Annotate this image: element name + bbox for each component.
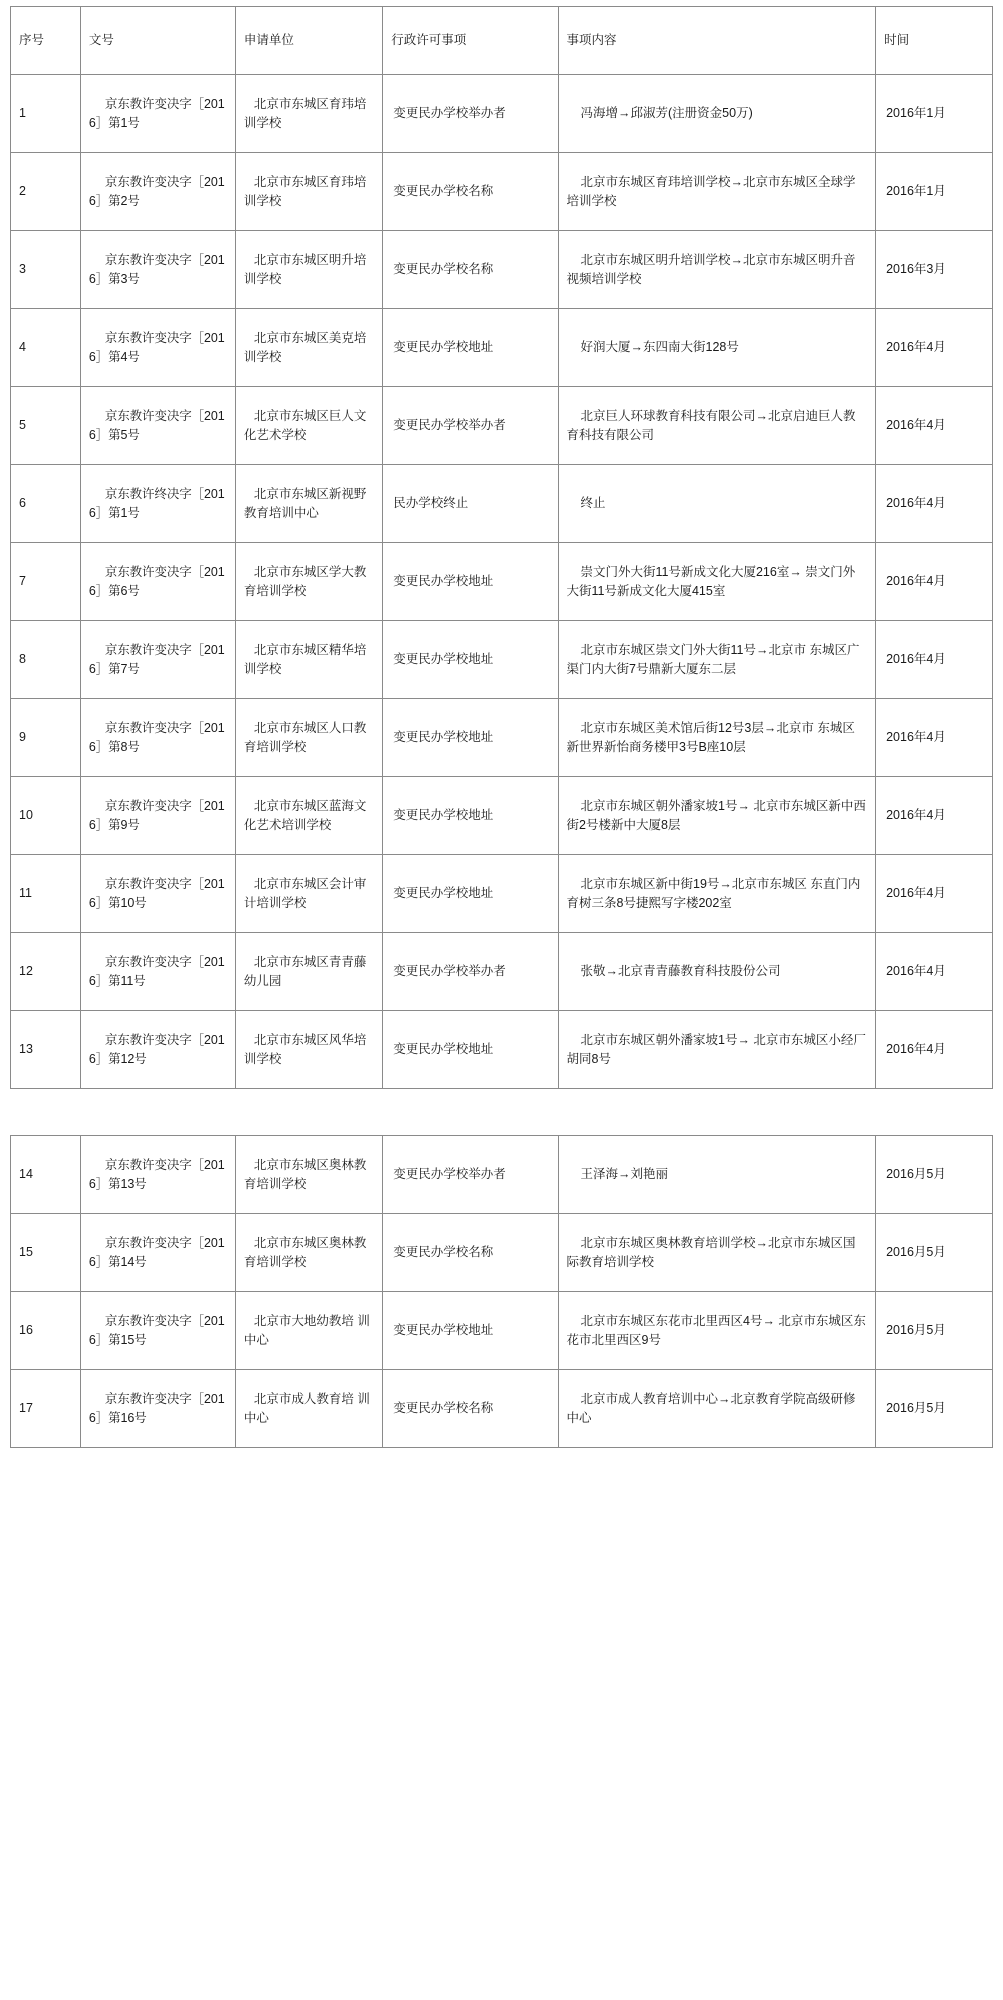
table-row	[11, 621, 993, 699]
table-row	[11, 309, 993, 387]
cell-doc-number: 京东教许变决字［2016］第15号	[80, 1292, 235, 1370]
cell-permit-item: 变更民办学校举办者	[383, 75, 558, 153]
cell-seq: 5	[11, 387, 81, 465]
cell-seq: 10	[11, 777, 81, 855]
cell-doc-number: 京东教许变决字［2016］第10号	[80, 855, 235, 933]
cell-applicant-unit: 北京市东城区奥林教育培训学校	[235, 1136, 382, 1214]
cell-seq: 12	[11, 933, 81, 1011]
cell-permit-item: 变更民办学校举办者	[383, 933, 558, 1011]
table-row	[11, 1214, 993, 1292]
cell-permit-item: 变更民办学校地址	[383, 1011, 558, 1089]
cell-permit-item: 变更民办学校名称	[383, 1370, 558, 1448]
table-row	[11, 933, 993, 1011]
cell-applicant-unit: 北京市东城区明升培训学校	[235, 231, 382, 309]
table-row	[11, 231, 993, 309]
cell-permit-item: 变更民办学校地址	[383, 777, 558, 855]
table-body-part-1	[11, 75, 993, 1089]
cell-applicant-unit: 北京市东城区美克培训学校	[235, 309, 382, 387]
column-header-applicant-unit: 申请单位	[235, 7, 382, 75]
cell-time: 2016月5月	[876, 1214, 993, 1292]
table-row	[11, 153, 993, 231]
cell-seq: 8	[11, 621, 81, 699]
cell-seq: 15	[11, 1214, 81, 1292]
cell-time: 2016年4月	[876, 933, 993, 1011]
cell-applicant-unit: 北京市大地幼教培 训中心	[235, 1292, 382, 1370]
cell-item-content: 北京市东城区朝外潘家坡1号→ 北京市东城区新中西街2号楼新中大厦8层	[558, 777, 876, 855]
cell-doc-number: 京东教许变决字［2016］第9号	[80, 777, 235, 855]
cell-time: 2016年1月	[876, 153, 993, 231]
cell-applicant-unit: 北京市东城区风华培训学校	[235, 1011, 382, 1089]
cell-item-content: 好润大厦→东四南大街128号	[558, 309, 876, 387]
table-row	[11, 1370, 993, 1448]
table-header-row	[11, 7, 993, 75]
table-row	[11, 75, 993, 153]
cell-applicant-unit: 北京市东城区人口教育培训学校	[235, 699, 382, 777]
permit-table-part-1	[10, 6, 993, 1089]
cell-time: 2016年4月	[876, 621, 993, 699]
cell-permit-item: 民办学校终止	[383, 465, 558, 543]
table-row	[11, 777, 993, 855]
cell-doc-number: 京东教许变决字［2016］第2号	[80, 153, 235, 231]
cell-permit-item: 变更民办学校地址	[383, 621, 558, 699]
permit-table-part-2	[10, 1135, 993, 1448]
table-row	[11, 1292, 993, 1370]
cell-item-content: 王泽海→刘艳丽	[558, 1136, 876, 1214]
cell-doc-number: 京东教许变决字［2016］第7号	[80, 621, 235, 699]
cell-seq: 14	[11, 1136, 81, 1214]
cell-permit-item: 变更民办学校名称	[383, 153, 558, 231]
cell-permit-item: 变更民办学校名称	[383, 231, 558, 309]
cell-item-content: 北京市东城区东花市北里西区4号→ 北京市东城区东花市北里西区9号	[558, 1292, 876, 1370]
cell-applicant-unit: 北京市成人教育培 训中心	[235, 1370, 382, 1448]
cell-permit-item: 变更民办学校地址	[383, 699, 558, 777]
cell-time: 2016年1月	[876, 75, 993, 153]
table-row	[11, 1011, 993, 1089]
table-row	[11, 543, 993, 621]
cell-seq: 11	[11, 855, 81, 933]
column-header-doc-number: 文号	[80, 7, 235, 75]
cell-seq: 13	[11, 1011, 81, 1089]
cell-applicant-unit: 北京市东城区会计审计培训学校	[235, 855, 382, 933]
cell-item-content: 北京市成人教育培训中心→北京教育学院高级研修中心	[558, 1370, 876, 1448]
cell-item-content: 冯海增→邱淑芳(注册资金50万)	[558, 75, 876, 153]
cell-item-content: 北京巨人环球教育科技有限公司→北京启迪巨人教育科技有限公司	[558, 387, 876, 465]
cell-applicant-unit: 北京市东城区精华培训学校	[235, 621, 382, 699]
cell-seq: 17	[11, 1370, 81, 1448]
cell-time: 2016年4月	[876, 309, 993, 387]
table-row	[11, 855, 993, 933]
cell-permit-item: 变更民办学校名称	[383, 1214, 558, 1292]
cell-doc-number: 京东教许变决字［2016］第11号	[80, 933, 235, 1011]
cell-item-content: 北京市东城区朝外潘家坡1号→ 北京市东城区小经厂胡同8号	[558, 1011, 876, 1089]
cell-doc-number: 京东教许变决字［2016］第1号	[80, 75, 235, 153]
table-row	[11, 465, 993, 543]
cell-item-content: 北京市东城区美术馆后街12号3层→北京市 东城区新世界新怡商务楼甲3号B座10层	[558, 699, 876, 777]
cell-time: 2016月5月	[876, 1292, 993, 1370]
cell-seq: 3	[11, 231, 81, 309]
cell-seq: 1	[11, 75, 81, 153]
cell-permit-item: 变更民办学校地址	[383, 309, 558, 387]
column-header-permit-item: 行政许可事项	[383, 7, 558, 75]
cell-time: 2016年4月	[876, 855, 993, 933]
cell-applicant-unit: 北京市东城区青青藤幼儿园	[235, 933, 382, 1011]
cell-time: 2016年4月	[876, 777, 993, 855]
cell-item-content: 张敬→北京青青藤教育科技股份公司	[558, 933, 876, 1011]
cell-applicant-unit: 北京市东城区学大教育培训学校	[235, 543, 382, 621]
table-row	[11, 699, 993, 777]
page-break-gap	[10, 1089, 993, 1135]
cell-time: 2016年4月	[876, 699, 993, 777]
table-row	[11, 1136, 993, 1214]
cell-seq: 6	[11, 465, 81, 543]
cell-applicant-unit: 北京市东城区奥林教育培训学校	[235, 1214, 382, 1292]
cell-doc-number: 京东教许变决字［2016］第3号	[80, 231, 235, 309]
table-header	[11, 7, 993, 75]
cell-seq: 9	[11, 699, 81, 777]
cell-seq: 7	[11, 543, 81, 621]
cell-time: 2016月5月	[876, 1136, 993, 1214]
cell-item-content: 北京市东城区新中街19号→北京市东城区 东直门内育树三条8号捷熙写字楼202室	[558, 855, 876, 933]
cell-doc-number: 京东教许终决字［2016］第1号	[80, 465, 235, 543]
cell-doc-number: 京东教许变决字［2016］第4号	[80, 309, 235, 387]
cell-doc-number: 京东教许变决字［2016］第6号	[80, 543, 235, 621]
cell-seq: 2	[11, 153, 81, 231]
cell-item-content: 北京市东城区育玮培训学校→北京市东城区全球学培训学校	[558, 153, 876, 231]
cell-doc-number: 京东教许变决字［2016］第12号	[80, 1011, 235, 1089]
cell-item-content: 终止	[558, 465, 876, 543]
cell-seq: 4	[11, 309, 81, 387]
cell-permit-item: 变更民办学校举办者	[383, 1136, 558, 1214]
cell-permit-item: 变更民办学校地址	[383, 1292, 558, 1370]
cell-time: 2016年4月	[876, 543, 993, 621]
cell-applicant-unit: 北京市东城区巨人文化艺术学校	[235, 387, 382, 465]
column-header-time: 时间	[876, 7, 993, 75]
cell-doc-number: 京东教许变决字［2016］第13号	[80, 1136, 235, 1214]
column-header-item-content: 事项内容	[558, 7, 876, 75]
cell-time: 2016年4月	[876, 465, 993, 543]
cell-item-content: 北京市东城区崇文门外大街11号→北京市 东城区广渠门内大街7号鼎新大厦东二层	[558, 621, 876, 699]
cell-time: 2016年3月	[876, 231, 993, 309]
cell-permit-item: 变更民办学校举办者	[383, 387, 558, 465]
cell-doc-number: 京东教许变决字［2016］第16号	[80, 1370, 235, 1448]
cell-doc-number: 京东教许变决字［2016］第8号	[80, 699, 235, 777]
table-body-part-2	[11, 1136, 993, 1448]
cell-applicant-unit: 北京市东城区育玮培训学校	[235, 153, 382, 231]
column-header-seq: 序号	[11, 7, 81, 75]
cell-time: 2016年4月	[876, 387, 993, 465]
cell-time: 2016年4月	[876, 1011, 993, 1089]
table-row	[11, 387, 993, 465]
cell-doc-number: 京东教许变决字［2016］第5号	[80, 387, 235, 465]
cell-item-content: 崇文门外大街11号新成文化大厦216室→ 崇文门外大街11号新成文化大厦415室	[558, 543, 876, 621]
cell-time: 2016月5月	[876, 1370, 993, 1448]
cell-item-content: 北京市东城区明升培训学校→北京市东城区明升音视频培训学校	[558, 231, 876, 309]
cell-seq: 16	[11, 1292, 81, 1370]
cell-applicant-unit: 北京市东城区蓝海文化艺术培训学校	[235, 777, 382, 855]
cell-permit-item: 变更民办学校地址	[383, 855, 558, 933]
cell-doc-number: 京东教许变决字［2016］第14号	[80, 1214, 235, 1292]
cell-permit-item: 变更民办学校地址	[383, 543, 558, 621]
cell-applicant-unit: 北京市东城区育玮培训学校	[235, 75, 382, 153]
cell-item-content: 北京市东城区奥林教育培训学校→北京市东城区国际教育培训学校	[558, 1214, 876, 1292]
cell-applicant-unit: 北京市东城区新视野教育培训中心	[235, 465, 382, 543]
